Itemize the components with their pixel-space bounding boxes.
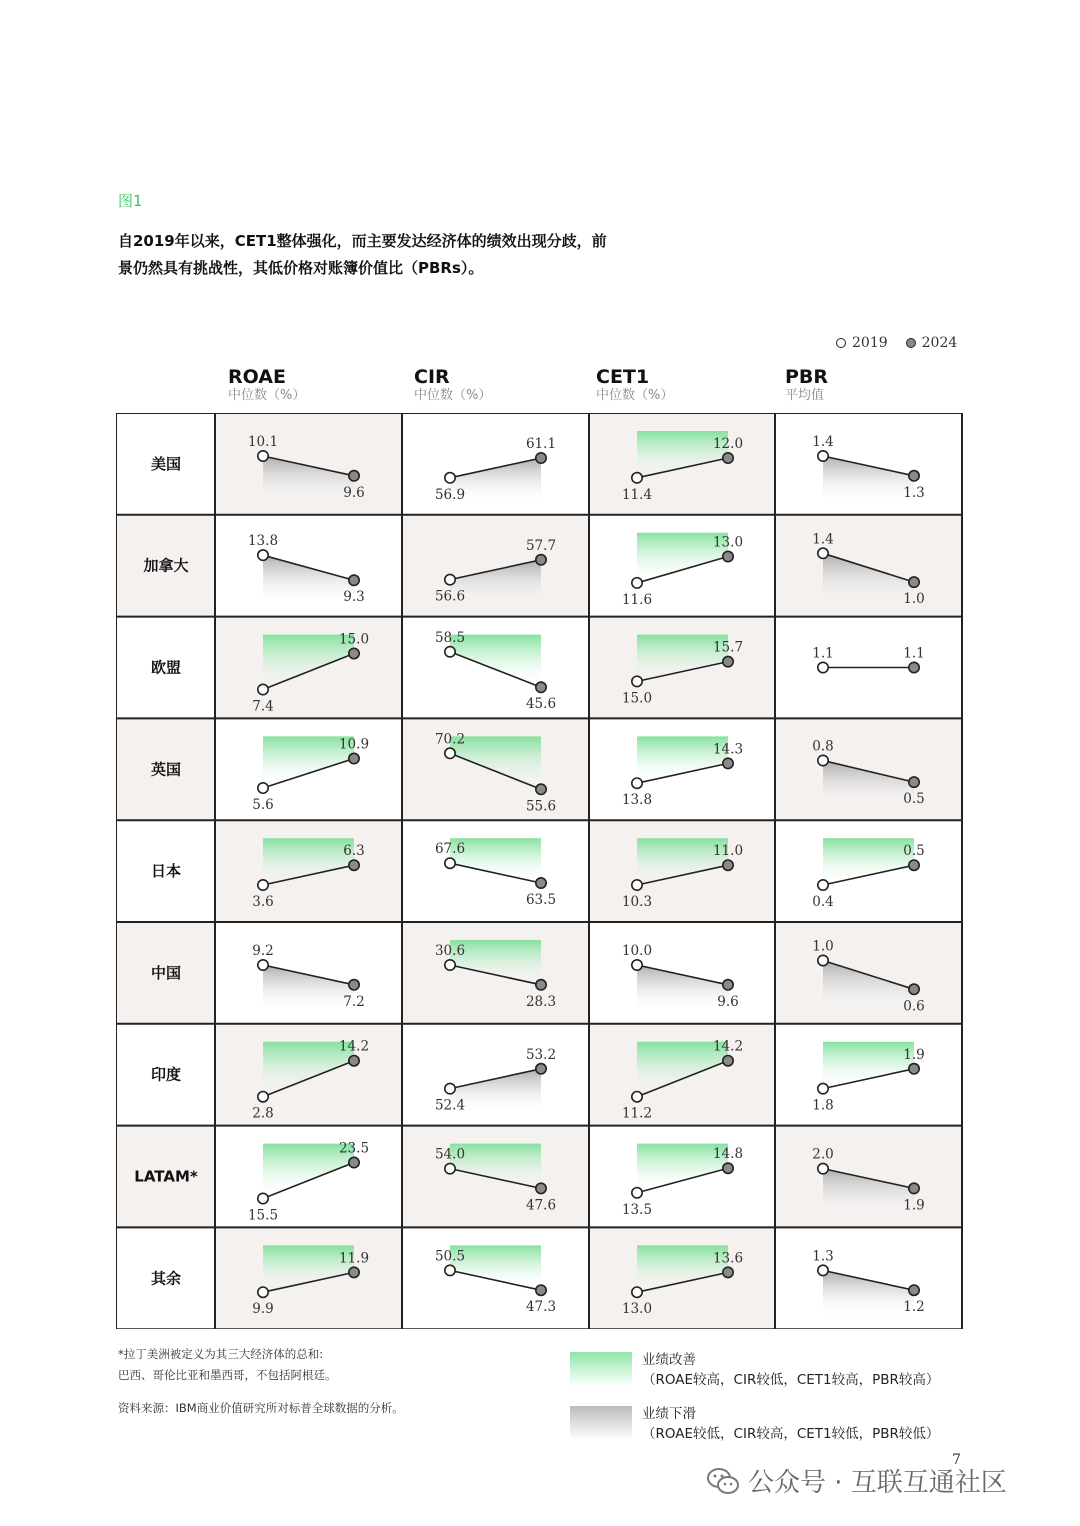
watermark-text: 公众号 · 互联互通社区 bbox=[748, 1468, 1007, 1498]
value-label-2024: 7.2 bbox=[343, 993, 365, 1010]
value-label-2019: 13.8 bbox=[621, 792, 653, 809]
value-label-2024: 10.9 bbox=[338, 736, 370, 753]
value-label-2019: 13.5 bbox=[621, 1201, 653, 1218]
point-2019 bbox=[818, 548, 828, 558]
value-label-2019: 0.4 bbox=[812, 894, 834, 910]
value-label-2019: 52.4 bbox=[434, 1097, 466, 1114]
row-label: 日本 bbox=[150, 862, 182, 881]
point-2024 bbox=[723, 453, 733, 463]
value-label-2024: 13.6 bbox=[712, 1250, 744, 1267]
point-2024 bbox=[349, 860, 359, 870]
value-label-2019: 1.1 bbox=[812, 645, 834, 662]
value-label-2024: 0.6 bbox=[903, 998, 925, 1015]
point-2019 bbox=[632, 578, 642, 588]
value-label-2019: 15.5 bbox=[247, 1207, 279, 1224]
value-label-2019: 1.4 bbox=[812, 531, 834, 548]
point-2019 bbox=[258, 1092, 268, 1102]
key-improve-title: 业绩改善 bbox=[642, 1352, 696, 1368]
source-note: 资料来源：IBM商业价值研究所对标普全球数据的分析。 bbox=[118, 1401, 404, 1415]
point-2019 bbox=[818, 955, 828, 965]
value-label-2019: 5.6 bbox=[252, 797, 274, 814]
footnote-line-1: *拉丁美洲被定义为其三大经济体的总和: bbox=[118, 1347, 324, 1361]
value-label-2024: 47.3 bbox=[525, 1299, 557, 1316]
value-label-2024: 23.5 bbox=[338, 1140, 370, 1157]
point-2024 bbox=[349, 1056, 359, 1066]
point-2019 bbox=[258, 783, 268, 793]
point-2024 bbox=[909, 860, 919, 870]
column-header-cet1 bbox=[596, 366, 673, 404]
point-2024 bbox=[536, 453, 546, 463]
point-2024 bbox=[349, 648, 359, 658]
value-label-2024: 1.1 bbox=[903, 645, 925, 662]
point-2024 bbox=[909, 577, 919, 587]
value-label-2024: 11.0 bbox=[712, 843, 744, 860]
point-2024 bbox=[349, 980, 359, 990]
value-label-2019: 67.6 bbox=[434, 841, 466, 858]
value-label-2019: 7.4 bbox=[252, 698, 274, 715]
value-label-2024: 6.3 bbox=[343, 843, 365, 860]
value-label-2019: 3.6 bbox=[252, 894, 274, 910]
legend-label-2024: 2024 bbox=[921, 335, 958, 351]
point-2019 bbox=[632, 1287, 642, 1297]
row-label: 印度 bbox=[150, 1065, 182, 1084]
value-label-2019: 2.0 bbox=[812, 1146, 834, 1163]
value-label-2024: 45.6 bbox=[525, 696, 557, 713]
point-2019 bbox=[445, 473, 455, 483]
point-2019 bbox=[258, 880, 268, 890]
point-2019 bbox=[818, 451, 828, 461]
value-label-2019: 1.0 bbox=[812, 938, 834, 955]
key-decline-title: 业绩下滑 bbox=[642, 1406, 696, 1422]
value-label-2019: 58.5 bbox=[434, 629, 466, 646]
row-label: 其余 bbox=[150, 1269, 182, 1288]
value-label-2019: 1.3 bbox=[812, 1248, 834, 1265]
value-label-2024: 9.3 bbox=[343, 589, 365, 606]
row-label: LATAM* bbox=[134, 1167, 198, 1186]
value-label-2019: 10.3 bbox=[621, 894, 653, 910]
value-label-2019: 11.4 bbox=[621, 486, 653, 503]
point-2019 bbox=[258, 960, 268, 970]
row-label: 英国 bbox=[150, 760, 182, 779]
point-2024 bbox=[909, 777, 919, 787]
point-2019 bbox=[445, 858, 455, 868]
column-header-roae bbox=[228, 366, 305, 404]
point-2024 bbox=[909, 662, 919, 672]
value-label-2019: 10.1 bbox=[247, 434, 279, 450]
value-label-2024: 11.9 bbox=[338, 1250, 370, 1267]
point-2024 bbox=[349, 575, 359, 585]
point-2024 bbox=[536, 1285, 546, 1295]
value-label-2024: 14.2 bbox=[712, 1038, 744, 1055]
point-2019 bbox=[258, 1193, 268, 1203]
value-label-2024: 53.2 bbox=[525, 1046, 557, 1063]
row-label: 美国 bbox=[150, 454, 182, 473]
point-2024 bbox=[536, 1183, 546, 1193]
column-name: PBR bbox=[785, 366, 829, 388]
column-subtitle: 中位数（%） bbox=[596, 388, 674, 403]
value-label-2024: 0.5 bbox=[903, 791, 925, 808]
value-label-2019: 30.6 bbox=[434, 943, 466, 959]
value-label-2024: 9.6 bbox=[343, 484, 365, 501]
point-2019 bbox=[818, 755, 828, 765]
point-2024 bbox=[349, 1157, 359, 1167]
point-2019 bbox=[632, 1092, 642, 1102]
point-2019 bbox=[445, 1163, 455, 1173]
point-2019 bbox=[632, 778, 642, 788]
value-label-2019: 10.0 bbox=[621, 943, 653, 959]
watermark bbox=[706, 1462, 1007, 1499]
point-2019 bbox=[445, 1265, 455, 1275]
column-subtitle: 中位数（%） bbox=[414, 388, 492, 403]
point-2019 bbox=[632, 1188, 642, 1198]
point-2019 bbox=[818, 880, 828, 890]
legend-label-2019: 2019 bbox=[852, 335, 888, 351]
value-label-2024: 1.2 bbox=[903, 1299, 925, 1316]
value-label-2024: 1.3 bbox=[903, 484, 925, 501]
point-2024 bbox=[723, 1056, 733, 1066]
point-2024 bbox=[723, 1267, 733, 1277]
point-2019 bbox=[818, 1163, 828, 1173]
value-label-2024: 61.1 bbox=[525, 436, 557, 452]
point-2019 bbox=[258, 550, 268, 560]
value-label-2024: 14.8 bbox=[712, 1146, 744, 1163]
value-label-2019: 13.0 bbox=[621, 1301, 653, 1318]
value-label-2024: 55.6 bbox=[525, 798, 557, 815]
point-2019 bbox=[818, 662, 828, 672]
value-label-2024: 13.0 bbox=[712, 534, 744, 551]
legend-item-2024 bbox=[906, 335, 958, 351]
point-2024 bbox=[909, 1285, 919, 1295]
page-number: 7 bbox=[952, 1452, 961, 1468]
point-2019 bbox=[445, 647, 455, 657]
value-label-2024: 9.6 bbox=[717, 993, 739, 1010]
title-line-2: 景仍然具有挑战性，其低价格对账簿价值比（PBRs）。 bbox=[118, 259, 484, 277]
point-2024 bbox=[536, 555, 546, 565]
legend-item-2019 bbox=[836, 335, 888, 351]
value-label-2024: 1.9 bbox=[903, 1197, 925, 1214]
point-2019 bbox=[258, 1287, 268, 1297]
value-label-2019: 56.9 bbox=[434, 486, 466, 503]
filled-circle-icon bbox=[906, 338, 916, 348]
value-label-2019: 9.2 bbox=[252, 943, 274, 959]
point-2024 bbox=[723, 758, 733, 768]
column-name: CET1 bbox=[596, 366, 650, 388]
value-label-2024: 1.9 bbox=[903, 1046, 925, 1063]
point-2024 bbox=[909, 1064, 919, 1074]
point-2024 bbox=[349, 753, 359, 763]
figure-title bbox=[118, 228, 678, 282]
point-2024 bbox=[723, 656, 733, 666]
row-label: 欧盟 bbox=[150, 658, 182, 677]
value-label-2024: 12.0 bbox=[712, 436, 744, 452]
value-label-2019: 13.8 bbox=[247, 533, 279, 550]
value-label-2024: 28.3 bbox=[525, 993, 557, 1010]
point-2019 bbox=[632, 676, 642, 686]
point-2024 bbox=[909, 471, 919, 481]
value-label-2024: 14.3 bbox=[712, 741, 744, 758]
point-2024 bbox=[536, 1064, 546, 1074]
point-2024 bbox=[723, 860, 733, 870]
point-2024 bbox=[723, 1163, 733, 1173]
point-2019 bbox=[258, 684, 268, 694]
point-2019 bbox=[632, 473, 642, 483]
value-label-2024: 0.5 bbox=[903, 843, 925, 860]
value-label-2019: 2.8 bbox=[252, 1105, 274, 1122]
value-label-2024: 15.0 bbox=[338, 631, 370, 648]
legend bbox=[836, 335, 957, 351]
value-label-2019: 0.8 bbox=[812, 738, 834, 755]
key-improve-desc: （ROAE较高，CIR较低，CET1较高，PBR较高） bbox=[642, 1372, 940, 1388]
value-label-2019: 54.0 bbox=[434, 1146, 466, 1163]
value-label-2019: 70.2 bbox=[434, 731, 466, 748]
column-name: ROAE bbox=[228, 366, 286, 388]
point-2024 bbox=[536, 784, 546, 794]
value-label-2019: 50.5 bbox=[434, 1248, 466, 1265]
value-label-2019: 1.8 bbox=[812, 1097, 834, 1114]
point-2019 bbox=[445, 1083, 455, 1093]
value-label-2024: 14.2 bbox=[338, 1038, 370, 1055]
point-2024 bbox=[723, 551, 733, 561]
column-header-pbr bbox=[785, 366, 828, 404]
point-2024 bbox=[536, 878, 546, 888]
improve-swatch bbox=[570, 1352, 632, 1386]
row-label: 加拿大 bbox=[143, 556, 189, 575]
point-2024 bbox=[909, 1183, 919, 1193]
point-2024 bbox=[349, 471, 359, 481]
point-2019 bbox=[632, 880, 642, 890]
footnote-line-2: 巴西、哥伦比亚和墨西哥，不包括阿根廷。 bbox=[118, 1368, 337, 1382]
wechat-icon bbox=[706, 1466, 740, 1496]
point-2019 bbox=[445, 960, 455, 970]
value-label-2019: 11.2 bbox=[621, 1105, 653, 1122]
value-label-2024: 57.7 bbox=[525, 537, 557, 554]
figure-label: 图1 bbox=[118, 192, 143, 210]
point-2019 bbox=[632, 960, 642, 970]
value-label-2019: 15.0 bbox=[621, 690, 653, 707]
value-label-2024: 15.7 bbox=[712, 639, 744, 656]
title-line-1: 自2019年以来，CET1整体强化，而主要发达经济体的绩效出现分歧，前 bbox=[118, 232, 607, 250]
point-2024 bbox=[349, 1267, 359, 1277]
row-label: 中国 bbox=[150, 963, 182, 982]
point-2024 bbox=[723, 980, 733, 990]
value-label-2024: 63.5 bbox=[525, 892, 557, 908]
column-name: CIR bbox=[414, 366, 450, 388]
point-2019 bbox=[258, 451, 268, 461]
value-label-2019: 1.4 bbox=[812, 434, 834, 450]
value-label-2019: 9.9 bbox=[252, 1301, 274, 1318]
value-label-2024: 1.0 bbox=[903, 591, 925, 608]
value-label-2024: 47.6 bbox=[525, 1197, 557, 1214]
point-2019 bbox=[818, 1083, 828, 1093]
point-2024 bbox=[536, 682, 546, 692]
point-2024 bbox=[536, 980, 546, 990]
decline-swatch bbox=[570, 1406, 632, 1440]
column-subtitle: 中位数（%） bbox=[228, 388, 306, 403]
point-2019 bbox=[818, 1265, 828, 1275]
open-circle-icon bbox=[836, 338, 846, 348]
small-multiples-grid bbox=[116, 413, 964, 1329]
point-2019 bbox=[445, 574, 455, 584]
column-subtitle: 平均值 bbox=[785, 388, 825, 403]
value-label-2019: 56.6 bbox=[434, 588, 466, 605]
column-header-cir bbox=[414, 366, 491, 404]
value-label-2019: 11.6 bbox=[621, 591, 653, 608]
point-2024 bbox=[909, 984, 919, 994]
footnote bbox=[118, 1344, 337, 1386]
point-2019 bbox=[445, 748, 455, 758]
key-decline-desc: （ROAE较低，CIR较高，CET1较低，PBR较低） bbox=[642, 1426, 940, 1442]
